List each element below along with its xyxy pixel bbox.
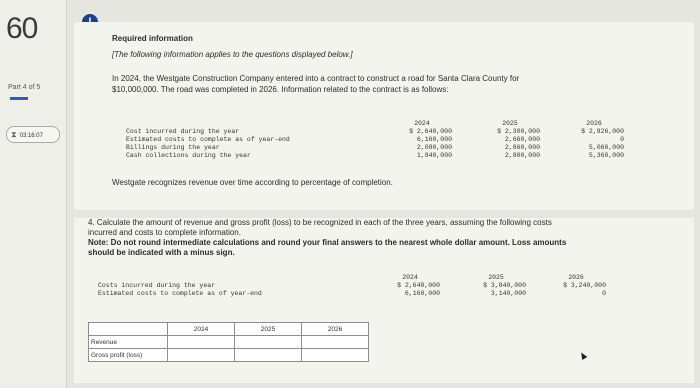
gross-profit-2026-input[interactable] [302,349,369,362]
intro-line-1: In 2024, the Westgate Construction Company entered into a contract to construct a road for Santa Clara County for [112,74,520,83]
cell: $ 2,300,000 [497,128,540,135]
row-label: Costs incurred during the year [98,282,216,289]
note-line-1: Note: Do not round intermediate calculations and round your final answers to the nearest whole dollar amount. Loss amounts [88,238,567,247]
question-line-1: 4. Calculate the amount of revenue and gross profit (loss) to be recognized in each of the three years, assuming the following costs [88,218,552,227]
revenue-2025-input[interactable] [235,336,302,349]
answer-year-header: 2026 [302,323,369,336]
revenue-2026-input[interactable] [302,336,369,349]
cell: 2,080,000 [416,144,452,151]
recognition-note: Westgate recognizes revenue over time according to percentage of completion. [112,178,393,187]
answer-corner-cell [89,323,168,336]
question-line-2: incurred and costs to complete information. [88,228,241,237]
answer-row-gross-profit [89,349,369,362]
year-header: 2025 [488,274,504,281]
row-label: Estimated costs to complete as of year-end [98,290,262,297]
intro-line-2: $10,000,000. The road was completed in 2026. Information related to the contract is as follows: [112,85,449,94]
cell: 5,060,000 [588,144,624,151]
answer-row-revenue [89,336,369,349]
cell: 3,140,000 [490,290,526,297]
gross-profit-2024-input[interactable] [168,349,235,362]
following-note: [The following information applies to the questions displayed below.] [112,50,353,59]
cell: $ 2,640,000 [409,128,452,135]
part-progress-bar [10,97,28,100]
year-header: 2024 [414,120,430,127]
cell: $ 2,640,000 [397,282,440,289]
cell: 0 [602,290,606,297]
answer-year-header: 2024 [168,323,235,336]
timer[interactable] [6,126,60,143]
note-line-2: should be indicated with a minus sign. [88,248,235,257]
hourglass-icon: ⧗ [11,130,17,139]
question-number: 60 [6,12,38,45]
cell: 6,160,000 [404,290,440,297]
year-header: 2024 [402,274,418,281]
cell: 2,800,000 [504,152,540,159]
cell: 1,840,000 [416,152,452,159]
row-label: Estimated costs to complete as of year-end [126,136,290,143]
gross-profit-2025-input[interactable] [235,349,302,362]
cell: 5,360,000 [588,152,624,159]
cell: $ 2,926,000 [581,128,624,135]
year-header: 2026 [586,120,602,127]
answer-row-label: Gross profit (loss) [89,349,168,362]
answer-table [88,322,369,362]
part-indicator: Part 4 of 5 [8,84,41,91]
cell: 2,860,000 [504,144,540,151]
cell: 2,660,000 [504,136,540,143]
answer-year-header: 2025 [235,323,302,336]
cell: $ 3,240,000 [563,282,606,289]
year-header: 2025 [502,120,518,127]
required-heading: Required information [112,34,193,43]
question-sidebar [0,0,67,388]
section-divider [74,210,694,218]
answer-row-label: Revenue [89,336,168,349]
row-label: Cash collections during the year [126,152,251,159]
answer-header-row [89,323,369,336]
cell: 0 [620,136,624,143]
cell: $ 3,840,000 [483,282,526,289]
row-label: Billings during the year [126,144,220,151]
required-info-panel [74,22,694,210]
timer-value: 03:16:07 [19,133,43,139]
row-label: Cost incurred during the year [126,128,240,135]
cell: 6,160,000 [416,136,452,143]
year-header: 2026 [568,274,584,281]
revenue-2024-input[interactable] [168,336,235,349]
